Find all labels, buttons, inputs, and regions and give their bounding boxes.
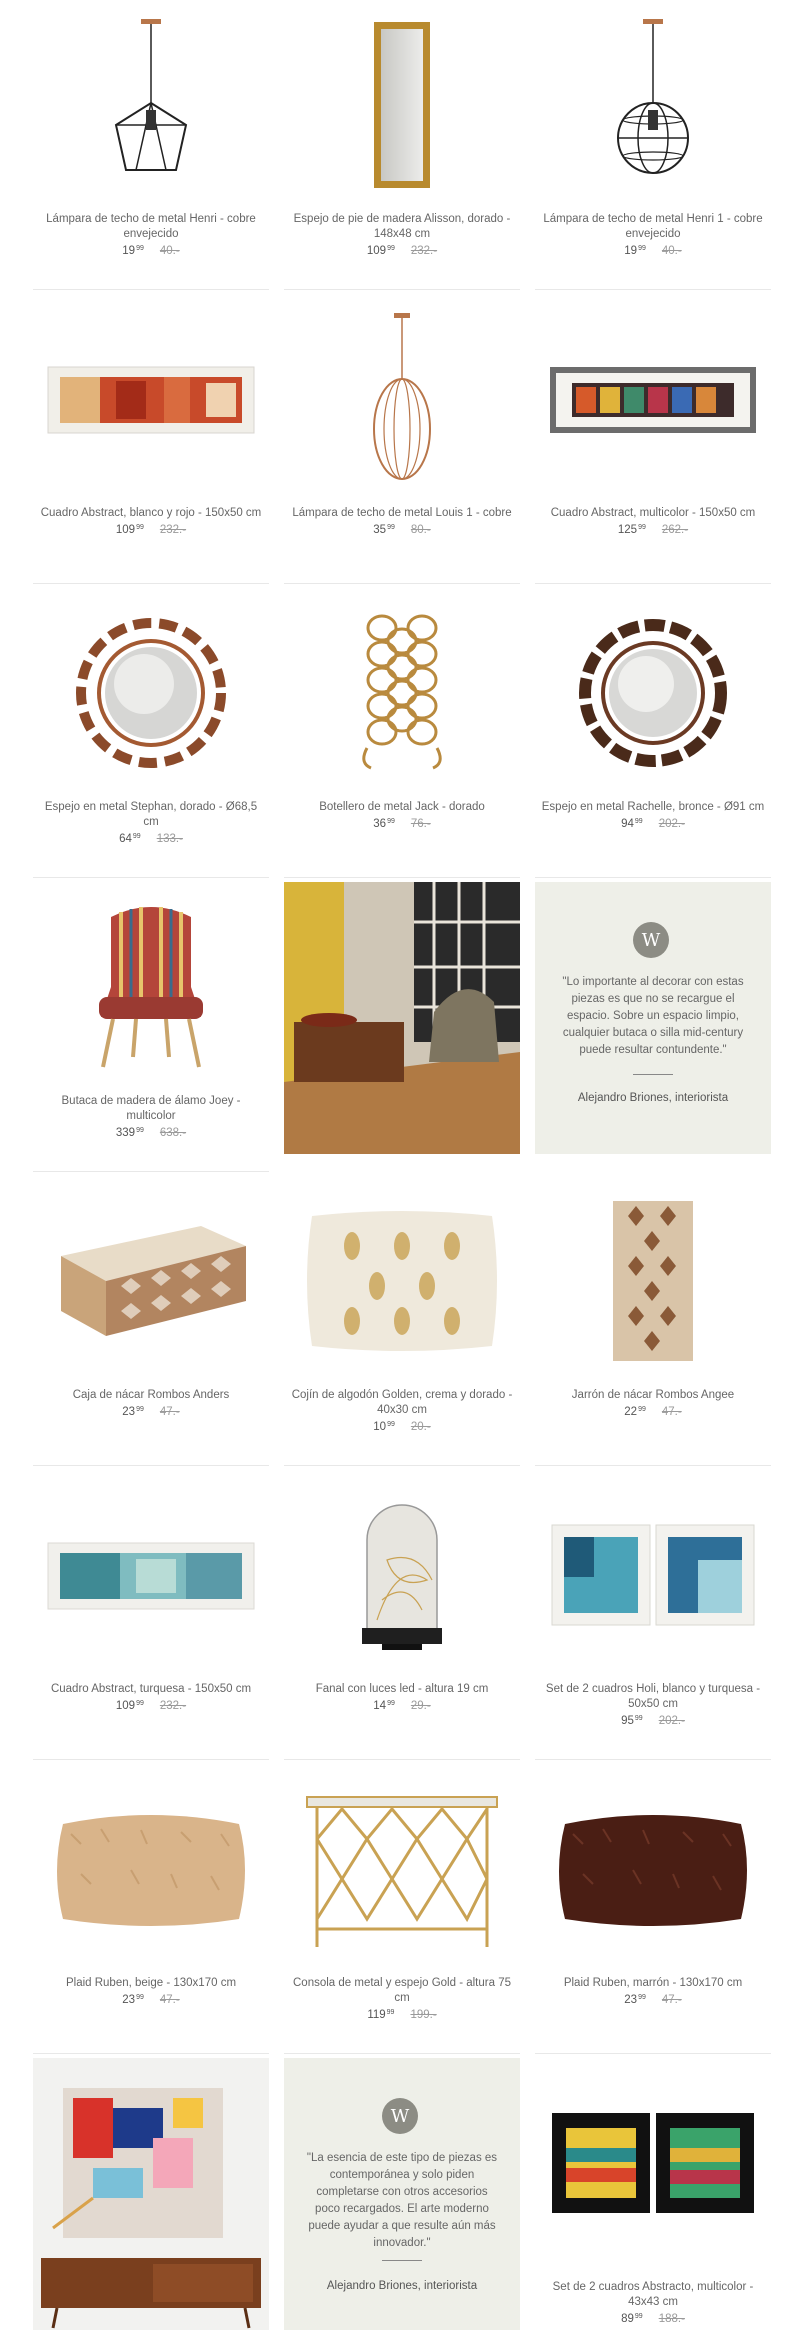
product-image[interactable]	[535, 2068, 771, 2258]
old-price: 232.-	[410, 245, 438, 257]
product-image[interactable]	[535, 10, 771, 200]
old-price: 133.-	[156, 833, 183, 845]
product-image[interactable]	[284, 10, 520, 200]
brand-logo-icon: W	[382, 2098, 418, 2134]
product-card[interactable]	[284, 1176, 520, 1466]
product-card[interactable]	[33, 588, 269, 878]
product-price: $109^{99}$	[115, 524, 144, 536]
divider	[284, 1465, 520, 1466]
old-price: 20.-	[410, 1421, 431, 1433]
old-price: 199.-	[410, 2009, 437, 2021]
product-grid	[33, 0, 773, 2343]
old-price: 29.-	[410, 1700, 431, 1712]
product-name[interactable]: Consola de metal y espejo Gold - altura 75 cm	[293, 1977, 511, 2004]
quote-text: "La esencia de este tipo de piezas es contemporánea y solo piden completarse con otros accesorios poco recargados. El arte moderno puede ayudar a que resulte aún más innovador."	[306, 2152, 498, 2249]
product-row	[33, 1176, 773, 1470]
product-price: $19^{99}$	[624, 245, 646, 257]
product-price: $35^{99}$	[373, 524, 395, 536]
old-price: 76.-	[410, 818, 431, 830]
old-price: 262.-	[661, 524, 689, 536]
product-image[interactable]	[284, 1480, 520, 1670]
divider	[535, 1465, 771, 1466]
product-card[interactable]	[33, 294, 269, 584]
product-price: $19^{99}$	[122, 245, 144, 257]
product-row	[33, 882, 773, 1176]
product-image[interactable]	[33, 1186, 269, 1376]
old-price: 232.-	[159, 1700, 187, 1712]
old-price: 40.-	[661, 245, 682, 257]
old-price: 188.-	[658, 2313, 685, 2325]
product-image[interactable]	[535, 1186, 771, 1376]
product-name[interactable]: Cojín de algodón Golden, crema y dorado - 40x30 cm	[291, 1389, 513, 1416]
product-card[interactable]	[535, 2058, 771, 2348]
product-card[interactable]	[33, 1470, 269, 1760]
product-price: $109^{99}$	[115, 1700, 144, 1712]
old-price: 47.-	[661, 1994, 682, 2006]
product-name[interactable]: Set de 2 cuadros Holi, blanco y turquesa - 50x50 cm	[545, 1683, 761, 1710]
product-name[interactable]: Cuadro Abstract, blanco y rojo - 150x50 cm	[40, 507, 262, 519]
quote-text: "Lo importante al decorar con estas piezas es que no se recargue el espacio. Sobre un espacio limpio, cualquier butaca o silla mid-century puede resultar contundente."	[562, 976, 744, 1056]
product-name[interactable]: Lámpara de techo de metal Louis 1 - cobre	[292, 507, 512, 519]
product-image[interactable]	[535, 1480, 771, 1670]
divider	[535, 2053, 771, 2054]
product-price: $119^{99}$	[367, 2009, 395, 2021]
divider	[535, 1759, 771, 1760]
divider	[535, 583, 771, 584]
product-name[interactable]: Butaca de madera de álamo Joey - multicolor	[61, 1095, 241, 1122]
product-image[interactable]	[33, 304, 269, 494]
product-price: $14^{99}$	[373, 1700, 395, 1712]
product-name[interactable]: Lámpara de techo de metal Henri - cobre envejecido	[46, 213, 256, 240]
product-price: $339^{99}$	[115, 1127, 144, 1139]
product-name[interactable]: Plaid Ruben, marrón - 130x170 cm	[563, 1977, 743, 1989]
product-image[interactable]	[284, 598, 520, 788]
divider	[284, 289, 520, 290]
product-card[interactable]	[33, 1764, 269, 2054]
product-name[interactable]: Cuadro Abstract, multicolor - 150x50 cm	[550, 507, 756, 519]
divider	[284, 877, 520, 878]
divider	[284, 1759, 520, 1760]
divider	[284, 2053, 520, 2054]
quote-card	[284, 2058, 520, 2330]
product-name[interactable]: Espejo de pie de madera Alisson, dorado - 148x48 cm	[293, 213, 511, 240]
divider	[33, 1759, 269, 1760]
product-price: $10^{99}$	[373, 1421, 395, 1433]
interior-photo	[284, 882, 520, 1154]
product-card[interactable]	[535, 0, 771, 290]
quote-divider	[633, 1074, 673, 1075]
product-price: $125^{99}$	[617, 524, 646, 536]
product-name[interactable]: Jarrón de nácar Rombos Angee	[571, 1389, 735, 1401]
product-image[interactable]	[284, 1774, 520, 1964]
divider	[535, 877, 771, 878]
product-image[interactable]	[284, 304, 520, 494]
divider	[33, 583, 269, 584]
divider	[33, 289, 269, 290]
old-price: 47.-	[159, 1994, 180, 2006]
old-price: 202.-	[658, 818, 685, 830]
product-row	[33, 0, 773, 294]
old-price: 40.-	[159, 245, 180, 257]
product-card[interactable]	[33, 0, 269, 290]
product-card[interactable]	[284, 0, 520, 290]
product-image[interactable]	[33, 1774, 269, 1964]
product-name[interactable]: Fanal con luces led - altura 19 cm	[315, 1683, 489, 1695]
old-price: 638.-	[159, 1127, 187, 1139]
divider	[284, 583, 520, 584]
product-image[interactable]	[535, 304, 771, 494]
product-card[interactable]	[535, 1470, 771, 1760]
product-price: $64^{99}$	[119, 833, 141, 845]
product-row	[33, 2058, 773, 2343]
product-image[interactable]	[284, 1186, 520, 1376]
product-card[interactable]	[284, 1764, 520, 2054]
product-card[interactable]	[535, 294, 771, 584]
quote-card	[535, 882, 771, 1154]
product-image[interactable]	[33, 892, 269, 1082]
brand-logo-icon: W	[633, 922, 669, 958]
product-price: $23^{99}$	[624, 1994, 646, 2006]
product-price: $23^{99}$	[122, 1994, 144, 2006]
product-row	[33, 588, 773, 882]
product-price: $36^{99}$	[373, 818, 395, 830]
product-name[interactable]: Botellero de metal Jack - dorado	[319, 801, 485, 813]
product-row	[33, 1764, 773, 2058]
quote-divider	[382, 2260, 422, 2261]
divider	[33, 2053, 269, 2054]
interior-photo	[33, 2058, 269, 2330]
product-image[interactable]	[33, 598, 269, 788]
old-price: 232.-	[159, 524, 187, 536]
product-name[interactable]: Lámpara de techo de metal Henri 1 - cobre envejecido	[543, 213, 763, 240]
product-row	[33, 294, 773, 588]
product-image[interactable]	[33, 10, 269, 200]
divider	[33, 877, 269, 878]
divider	[535, 289, 771, 290]
product-card[interactable]	[284, 588, 520, 878]
product-price: $95^{99}$	[621, 1715, 643, 1727]
product-price: $89^{99}$	[621, 2313, 643, 2325]
product-image[interactable]	[535, 1774, 771, 1964]
product-name[interactable]: Cuadro Abstract, turquesa - 150x50 cm	[50, 1683, 252, 1695]
product-name[interactable]: Plaid Ruben, beige - 130x170 cm	[65, 1977, 237, 1989]
product-card[interactable]	[535, 1176, 771, 1466]
old-price: 47.-	[159, 1406, 180, 1418]
product-card[interactable]	[33, 882, 269, 1172]
divider	[33, 1465, 269, 1466]
product-name[interactable]: Caja de nácar Rombos Anders	[72, 1389, 230, 1401]
product-name[interactable]: Espejo en metal Rachelle, bronce - Ø91 cm	[541, 801, 765, 813]
quote-author: Alejandro Briones, interiorista	[577, 1092, 729, 1104]
product-row	[33, 1470, 773, 1764]
old-price: 47.-	[661, 1406, 682, 1418]
product-image[interactable]	[33, 1480, 269, 1670]
product-price: $22^{99}$	[624, 1406, 646, 1418]
divider	[33, 1171, 269, 1172]
product-price: $23^{99}$	[122, 1406, 144, 1418]
product-card[interactable]	[284, 1470, 520, 1760]
product-name[interactable]: Set de 2 cuadros Abstracto, multicolor - 43x43 cm	[552, 2281, 754, 2308]
product-card[interactable]	[535, 588, 771, 878]
quote-author: Alejandro Briones, interiorista	[326, 2280, 478, 2292]
old-price: 80.-	[410, 524, 431, 536]
old-price: 202.-	[658, 1715, 685, 1727]
product-image[interactable]	[535, 598, 771, 788]
product-card[interactable]	[284, 294, 520, 584]
product-card[interactable]	[33, 1176, 269, 1466]
product-card[interactable]	[535, 1764, 771, 2054]
product-price: $109^{99}$	[366, 245, 395, 257]
product-name[interactable]: Espejo en metal Stephan, dorado - Ø68,5 cm	[44, 801, 258, 828]
product-price: $94^{99}$	[621, 818, 643, 830]
